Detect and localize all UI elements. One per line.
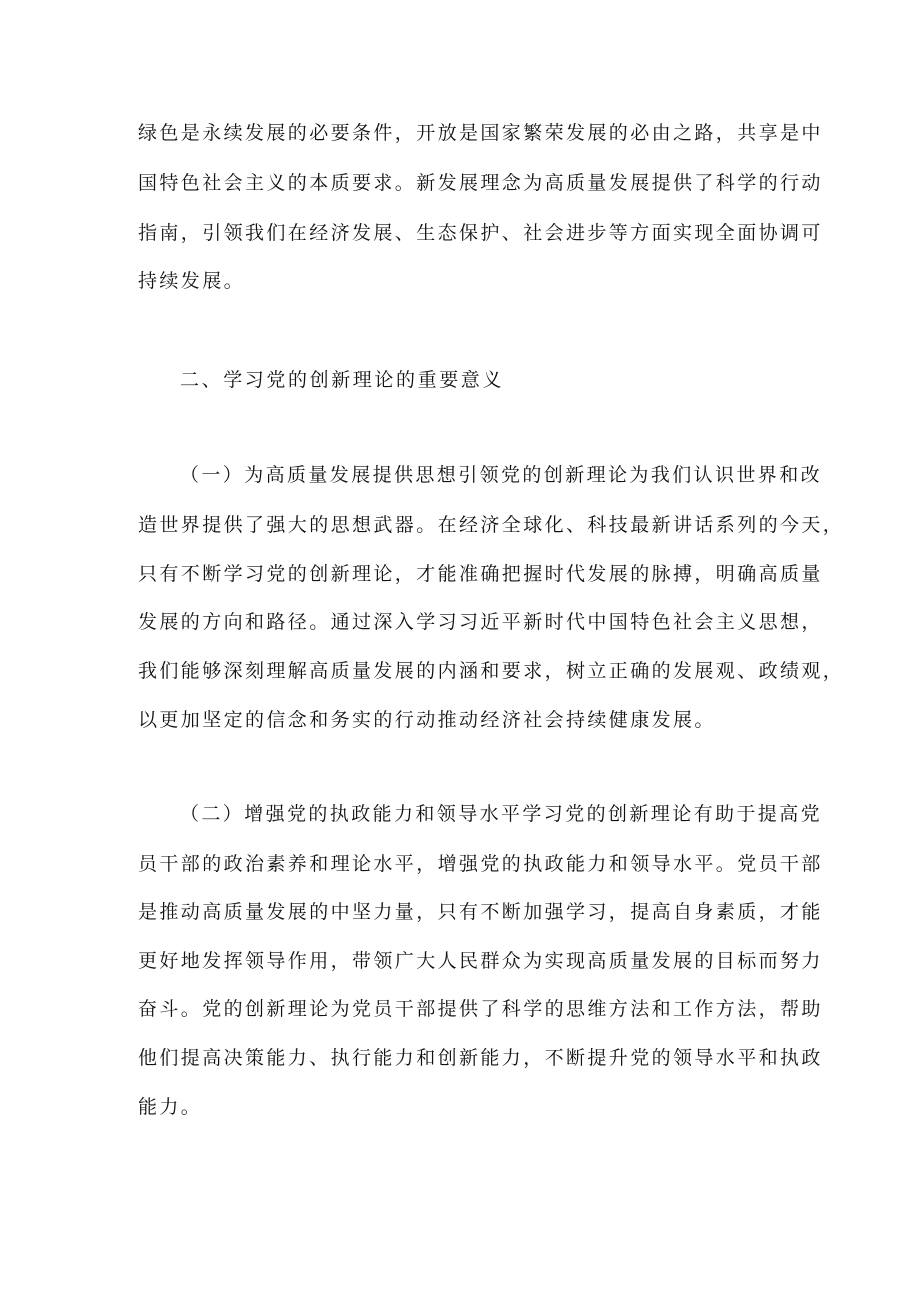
paragraph-line: （一）为高质量发展提供思想引领党的创新理论为我们认识世界和改 (180, 464, 823, 486)
paragraph-line: 国特色社会主义的本质要求。新发展理念为高质量发展提供了科学的行动 (138, 172, 823, 194)
paragraph-line: （二）增强党的执政能力和领导水平学习党的创新理论有助于提高党 (180, 803, 823, 825)
paragraph-line: 能力。 (138, 1096, 203, 1118)
paragraph-line: 我们能够深刻理解高质量发展的内涵和要求，树立正确的发展观、政绩观， (138, 660, 845, 682)
paragraph-line: 持续发展。 (138, 270, 246, 292)
paragraph-line: 指南，引领我们在经济发展、生态保护、社会进步等方面实现全面协调可 (138, 222, 823, 244)
paragraph-line: 是推动高质量发展的中坚力量，只有不断加强学习，提高自身素质，才能 (138, 901, 823, 923)
paragraph-line: 绿色是永续发展的必要条件，开放是国家繁荣发展的必由之路，共享是中 (138, 122, 823, 144)
paragraph-line: 他们提高决策能力、执行能力和创新能力，不断提升党的领导水平和执政 (138, 1047, 823, 1069)
paragraph-line: 发展的方向和路径。通过深入学习习近平新时代中国特色社会主义思想， (138, 611, 823, 633)
paragraph-line: 以更加坚定的信念和务实的行动推动经济社会持续健康发展。 (138, 709, 716, 731)
paragraph-line: 员干部的政治素养和理论水平，增强党的执政能力和领导水平。党员干部 (138, 853, 823, 875)
section-heading: 二、学习党的创新理论的重要意义 (180, 369, 505, 391)
paragraph-line: 奋斗。党的创新理论为党员干部提供了科学的思维方法和工作方法，帮助 (138, 998, 823, 1020)
paragraph-line: 只有不断学习党的创新理论，才能准确把握时代发展的脉搏，明确高质量 (138, 563, 823, 585)
paragraph-line: 造世界提供了强大的思想武器。在经济全球化、科技最新讲话系列的今天， (138, 514, 845, 536)
paragraph-line: 更好地发挥领导作用，带领广大人民群众为实现高质量发展的目标而努力 (138, 950, 823, 972)
